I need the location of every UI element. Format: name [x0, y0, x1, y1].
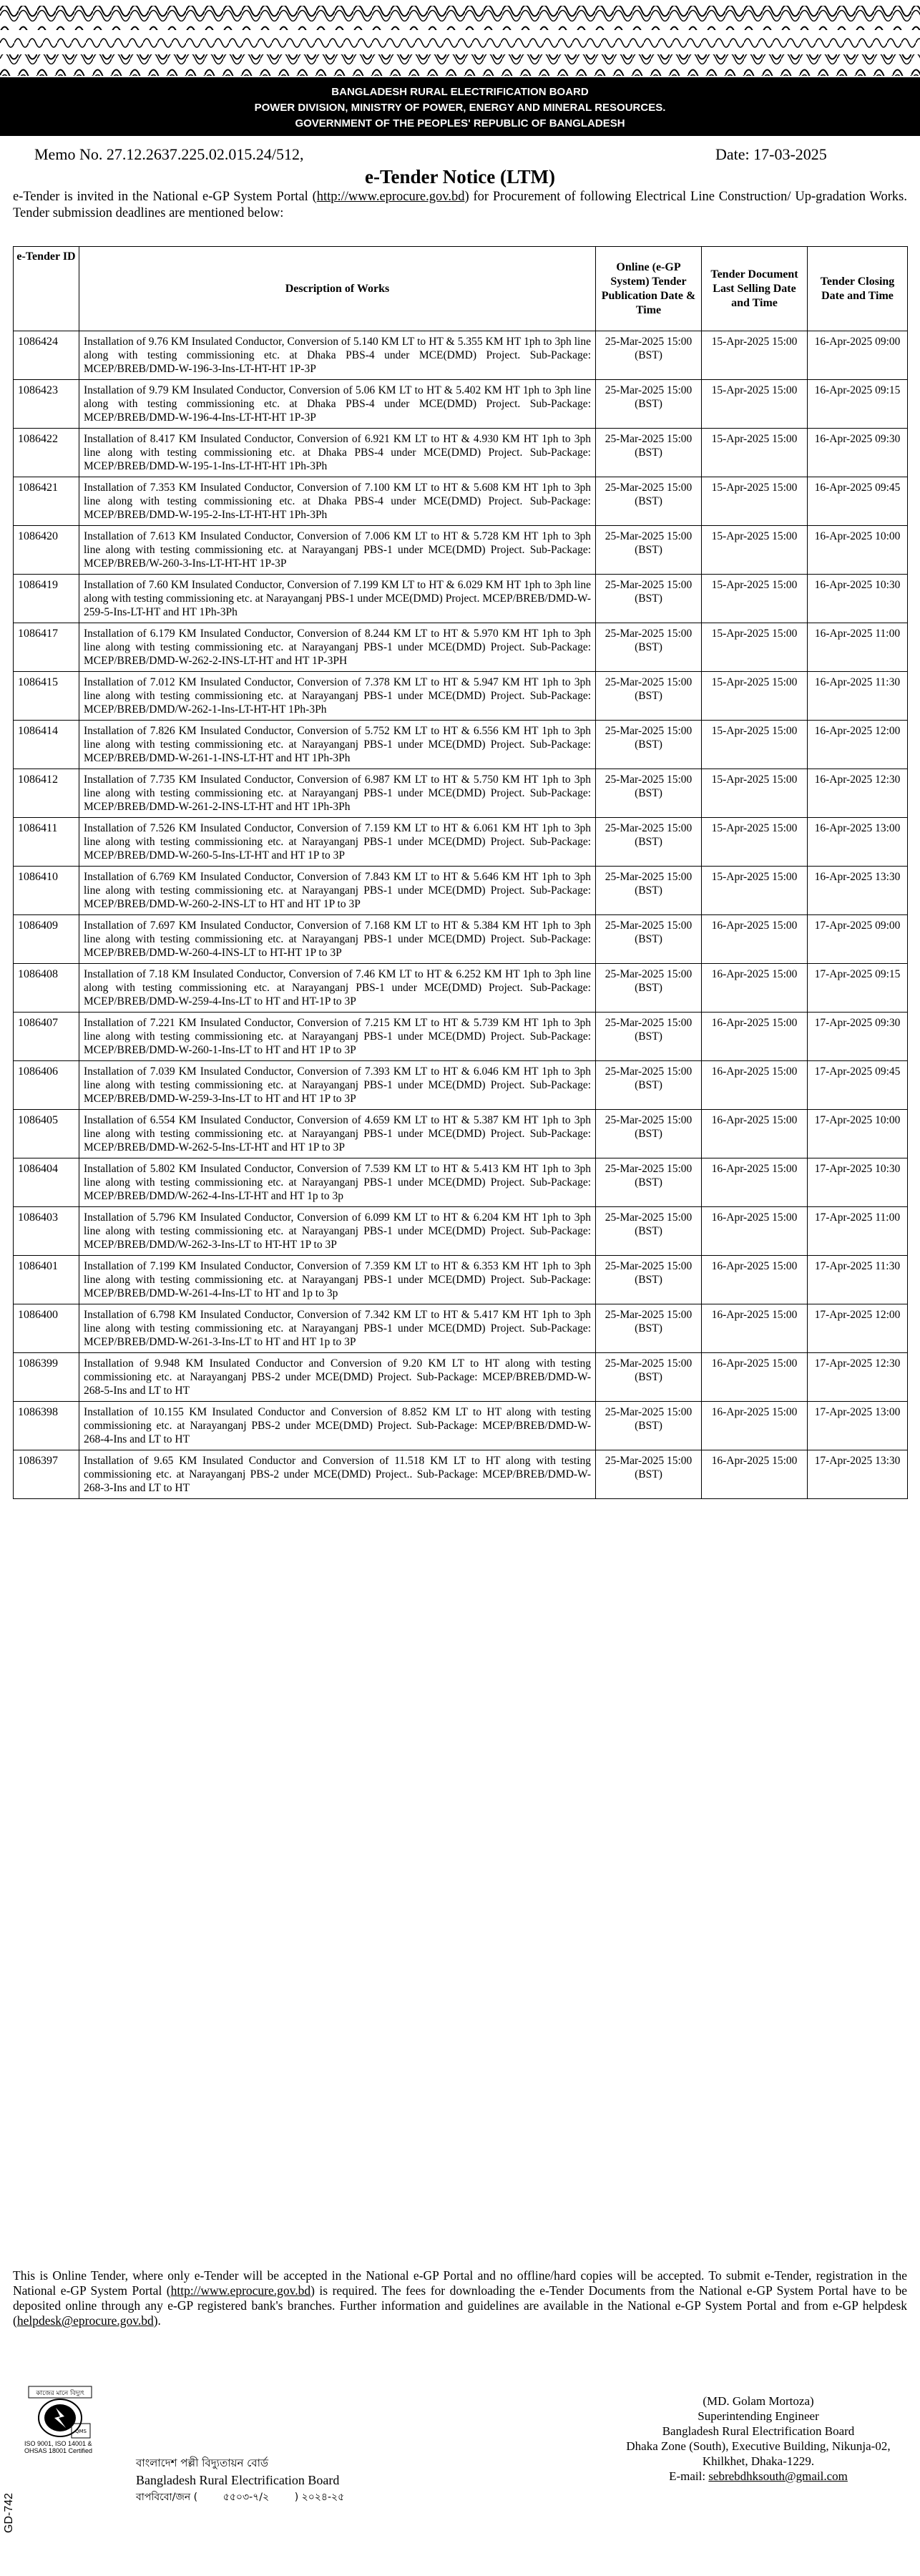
- description-cell: Installation of 8.417 KM Insulated Conductor, Conversion of 6.921 KM LT to HT & 4.930 KM HT 1ph to 3ph line along with testing commissioning etc. at Dhaka PBS-4 under MCE(DMD) Project. Sub-Package: MCEP/BREB/DMD-W-195-1-Ins-LT-HT-HT 1Ph-3Ph: [79, 429, 596, 477]
- last-selling-date-cell: 15-Apr-2025 15:00: [702, 623, 808, 672]
- tender-id-cell: 1086410: [14, 867, 79, 915]
- last-selling-date-cell: 15-Apr-2025 15:00: [702, 380, 808, 429]
- last-selling-date-cell: 15-Apr-2025 15:00: [702, 477, 808, 526]
- last-selling-date-cell: 15-Apr-2025 15:00: [702, 429, 808, 477]
- description-cell: Installation of 6.769 KM Insulated Conductor, Conversion of 7.843 KM LT to HT & 5.646 KM HT 1ph to 3ph line along with testing commissioning etc. at Narayanganj PBS-1 under MCE(DMD) Project. Sub-Package: MCEP/BREB/DMD-W-260-2-INS-LT to HT and HT 1P to 3P: [79, 867, 596, 915]
- last-selling-date-cell: 15-Apr-2025 15:00: [702, 769, 808, 818]
- description-cell: Installation of 7.221 KM Insulated Conductor, Conversion of 7.215 KM LT to HT & 5.739 KM HT 1ph to 3ph line along with testing commissioning etc. at Narayanganj PBS-1 under MCE(DMD) Project. Sub-Package: MCEP/BREB/DMD-W-260-1-Ins-LT to HT and HT 1P to 3P: [79, 1013, 596, 1061]
- description-cell: Installation of 7.735 KM Insulated Conductor, Conversion of 6.987 KM LT to HT & 5.750 KM HT 1ph to 3ph line along with testing commissioning etc. at Narayanganj PBS-1 under MCE(DMD) Project. Sub-Package: MCEP/BREB/DMD-W-261-2-INS-LT-HT and HT 1Ph-3Ph: [79, 769, 596, 818]
- description-cell: Installation of 10.155 KM Insulated Conductor and Conversion of 8.852 KM LT to HT along with testing commissioning etc. at Narayanganj PBS-2 under MCE(DMD) Project. Sub-Package: MCEP/BREB/DMD-W-268-4-Ins and LT to HT: [79, 1402, 596, 1450]
- table-row: [14, 1207, 908, 1256]
- tender-table: [13, 246, 908, 1499]
- publication-date-cell: 25-Mar-2025 15:00 (BST): [596, 721, 702, 769]
- table-row: [14, 429, 908, 477]
- description-cell: Installation of 7.18 KM Insulated Conductor, Conversion of 7.46 KM LT to HT & 6.252 KM HT 1ph to 3ph line along with testing commissioning etc. at Narayanganj PBS-1 under MCE(DMD) Project. Sub-Package: MCEP/BREB/DMD-W-259-4-Ins-LT to HT and HT-1P to 3P: [79, 964, 596, 1013]
- publication-date-cell: 25-Mar-2025 15:00 (BST): [596, 623, 702, 672]
- table-row: [14, 331, 908, 380]
- col-header-publication: Online (e-GP System) Tender Publication Date & Time: [596, 247, 702, 331]
- tender-id-cell: 1086415: [14, 672, 79, 721]
- closing-date-cell: 17-Apr-2025 11:00: [808, 1207, 908, 1256]
- publication-date-cell: 25-Mar-2025 15:00 (BST): [596, 380, 702, 429]
- last-selling-date-cell: 16-Apr-2025 15:00: [702, 915, 808, 964]
- banner-line-3: GOVERNMENT OF THE PEOPLES' REPUBLIC OF BANGLADESH: [295, 117, 625, 130]
- publication-date-cell: 25-Mar-2025 15:00 (BST): [596, 915, 702, 964]
- publication-date-cell: 25-Mar-2025 15:00 (BST): [596, 964, 702, 1013]
- table-row: [14, 1110, 908, 1158]
- description-cell: Installation of 7.353 KM Insulated Conductor, Conversion of 7.100 KM LT to HT & 5.608 KM HT 1ph to 3ph line along with testing commissioning etc. at Dhaka PBS-4 under MCE(DMD) Project. Sub-Package: MCEP/BREB/DMD-W-195-2-Ins-LT-HT-HT 1Ph-3Ph: [79, 477, 596, 526]
- last-selling-date-cell: 16-Apr-2025 15:00: [702, 1158, 808, 1207]
- tender-id-cell: 1086397: [14, 1450, 79, 1499]
- closing-date-cell: 17-Apr-2025 11:30: [808, 1256, 908, 1304]
- description-cell: Installation of 7.613 KM Insulated Conductor, Conversion of 7.006 KM LT to HT & 5.728 KM HT 1ph to 3ph line along with testing commissioning etc. at Narayanganj PBS-1 under MCE(DMD) Project. Sub-Package: MCEP/BREB/W-260-3-Ins-LT-HT-HT 1P-3P: [79, 526, 596, 575]
- col-header-description: Description of Works: [79, 247, 596, 331]
- footer-paragraph: [13, 2268, 907, 2328]
- tender-id-cell: 1086398: [14, 1402, 79, 1450]
- description-cell: Installation of 7.039 KM Insulated Conductor, Conversion of 7.393 KM LT to HT & 6.046 KM HT 1ph to 3ph line along with testing commissioning etc. at Narayanganj PBS-1 under MCE(DMD) Project. Sub-Package: MCEP/BREB/DMD-W-259-3-Ins-LT to HT and HT 1P to 3P: [79, 1061, 596, 1110]
- table-row: [14, 1402, 908, 1450]
- description-cell: Installation of 9.79 KM Insulated Conductor, Conversion of 5.06 KM LT to HT & 5.402 KM HT 1ph to 3ph line along with testing commissioning etc. at Dhaka PBS-4 under MCE(DMD) Project. Sub-Package: MCEP/BREB/DMD-W-196-4-Ins-LT-HT-HT 1P-3P: [79, 380, 596, 429]
- tender-id-cell: 1086400: [14, 1304, 79, 1353]
- last-selling-date-cell: 16-Apr-2025 15:00: [702, 1353, 808, 1402]
- ornamental-border: [0, 0, 920, 77]
- page-title: e-Tender Notice (LTM): [365, 166, 555, 187]
- org-name-bn: বাংলাদেশ পল্লী বিদ্যুতায়ন বোর্ড: [136, 2457, 268, 2469]
- tender-id-cell: 1086407: [14, 1013, 79, 1061]
- table-row: [14, 672, 908, 721]
- publication-date-cell: 25-Mar-2025 15:00 (BST): [596, 1158, 702, 1207]
- closing-date-cell: 17-Apr-2025 09:30: [808, 1013, 908, 1061]
- col-header-closing: Tender Closing Date and Time: [808, 247, 908, 331]
- footer-text-1: This is Online Tender, where only e-Tender will be accepted in the National e-GP Portal and no offline/hard copies will be accepted. To submit e-Tender, registration in the National e-GP System Portal (: [13, 2268, 907, 2298]
- last-selling-date-cell: 15-Apr-2025 15:00: [702, 818, 808, 867]
- publication-date-cell: 25-Mar-2025 15:00 (BST): [596, 331, 702, 380]
- description-cell: Installation of 6.554 KM Insulated Conductor, Conversion of 4.659 KM LT to HT & 5.387 KM HT 1ph to 3ph line along with testing commissioning etc. at Narayanganj PBS-1 under MCE(DMD) Project. Sub-Package: MCEP/BREB/DMD-W-262-5-Ins-LT-HT and HT 1P to 3P: [79, 1110, 596, 1158]
- table-row: [14, 1013, 908, 1061]
- tender-id-cell: 1086403: [14, 1207, 79, 1256]
- closing-date-cell: 16-Apr-2025 09:30: [808, 429, 908, 477]
- last-selling-date-cell: 15-Apr-2025 15:00: [702, 526, 808, 575]
- memo-number: Memo No. 27.12.2637.225.02.015.24/512,: [34, 145, 304, 163]
- closing-date-cell: 16-Apr-2025 11:00: [808, 623, 908, 672]
- last-selling-date-cell: 15-Apr-2025 15:00: [702, 672, 808, 721]
- publication-date-cell: 25-Mar-2025 15:00 (BST): [596, 1353, 702, 1402]
- tender-id-cell: 1086424: [14, 331, 79, 380]
- col-header-last-selling: Tender Document Last Selling Date and Time: [702, 247, 808, 331]
- svg-text:QMS: QMS: [75, 2429, 87, 2434]
- description-cell: Installation of 5.796 KM Insulated Conductor, Conversion of 6.099 KM LT to HT & 6.204 KM HT 1ph to 3ph line along with testing commissioning etc. at Narayanganj PBS-1 under MCE(DMD) Project. Sub-Package: MCEP/BREB/DMD/W-262-3-Ins-LT to HT-HT 1P to 3P: [79, 1207, 596, 1256]
- last-selling-date-cell: 16-Apr-2025 15:00: [702, 1061, 808, 1110]
- eprocure-link[interactable]: http://www.eprocure.gov.bd: [316, 190, 465, 204]
- publication-date-cell: 25-Mar-2025 15:00 (BST): [596, 1207, 702, 1256]
- closing-date-cell: 17-Apr-2025 13:00: [808, 1402, 908, 1450]
- helpdesk-email-link[interactable]: helpdesk@eprocure.gov.bd: [16, 2313, 154, 2328]
- tender-id-cell: 1086420: [14, 526, 79, 575]
- publication-date-cell: 25-Mar-2025 15:00 (BST): [596, 672, 702, 721]
- publication-date-cell: 25-Mar-2025 15:00 (BST): [596, 429, 702, 477]
- closing-date-cell: 17-Apr-2025 13:30: [808, 1450, 908, 1499]
- tender-id-cell: 1086409: [14, 915, 79, 964]
- table-row: [14, 526, 908, 575]
- tender-id-cell: 1086399: [14, 1353, 79, 1402]
- closing-date-cell: 16-Apr-2025 12:30: [808, 769, 908, 818]
- last-selling-date-cell: 16-Apr-2025 15:00: [702, 1402, 808, 1450]
- banner-line-2: POWER DIVISION, MINISTRY OF POWER, ENERGY AND MINERAL RESOURCES.: [254, 102, 666, 114]
- last-selling-date-cell: 15-Apr-2025 15:00: [702, 867, 808, 915]
- signature-block: [615, 2394, 901, 2484]
- col-header-id: e-Tender ID: [14, 247, 79, 331]
- description-cell: Installation of 7.012 KM Insulated Conductor, Conversion of 7.378 KM LT to HT & 5.947 KM HT 1ph to 3ph line along with testing commissioning etc. at Narayanganj PBS-1 under MCE(DMD) Project. Sub-Package: MCEP/BREB/DMD/W-262-1-Ins-LT-HT-HT 1Ph-3Ph: [79, 672, 596, 721]
- table-row: [14, 1158, 908, 1207]
- table-row: [14, 1450, 908, 1499]
- description-cell: Installation of 7.199 KM Insulated Conductor, Conversion of 7.359 KM LT to HT & 6.353 KM HT 1ph to 3ph line along with testing commissioning etc. at Narayanganj PBS-1 under MCE(DMD) Project. Sub-Package: MCEP/BREB/DMD-W-261-4-Ins-LT to HT and 1p to 3p: [79, 1256, 596, 1304]
- closing-date-cell: 16-Apr-2025 11:30: [808, 672, 908, 721]
- publication-date-cell: 25-Mar-2025 15:00 (BST): [596, 1013, 702, 1061]
- publication-date-cell: 25-Mar-2025 15:00 (BST): [596, 867, 702, 915]
- tender-id-cell: 1086423: [14, 380, 79, 429]
- closing-date-cell: 17-Apr-2025 10:00: [808, 1110, 908, 1158]
- publication-date-cell: 25-Mar-2025 15:00 (BST): [596, 1304, 702, 1353]
- tender-id-cell: 1086405: [14, 1110, 79, 1158]
- table-row: [14, 915, 908, 964]
- closing-date-cell: 16-Apr-2025 13:00: [808, 818, 908, 867]
- description-cell: Installation of 6.798 KM Insulated Conductor, Conversion of 7.342 KM LT to HT & 5.417 KM HT 1ph to 3ph line along with testing commissioning etc. at Narayanganj PBS-1 under MCE(DMD) Project. Sub-Package: MCEP/BREB/DMD-W-261-3-Ins-LT to HT and HT 1p to 3P: [79, 1304, 596, 1353]
- publication-date-cell: 25-Mar-2025 15:00 (BST): [596, 526, 702, 575]
- table-row: [14, 1353, 908, 1402]
- last-selling-date-cell: 15-Apr-2025 15:00: [702, 721, 808, 769]
- signatory-email-line: [615, 2469, 901, 2484]
- publication-date-cell: 25-Mar-2025 15:00 (BST): [596, 818, 702, 867]
- last-selling-date-cell: 15-Apr-2025 15:00: [702, 331, 808, 380]
- org-block: [136, 2454, 344, 2506]
- description-cell: Installation of 9.76 KM Insulated Conductor, Conversion of 5.140 KM LT to HT & 5.355 KM HT 1ph to 3ph line along with testing commissioning etc. at Dhaka PBS-4 under MCE(DMD) Project. Sub-Package: MCEP/BREB/DMD-W-196-3-Ins-LT-HT-HT 1P-3P: [79, 331, 596, 380]
- signatory-email-link[interactable]: sebrebdhksouth@gmail.com: [708, 2469, 848, 2483]
- table-row: [14, 623, 908, 672]
- signatory-title: Superintending Engineer: [698, 2409, 819, 2423]
- intro-paragraph: [13, 189, 907, 222]
- footer-text-2: ) is required. The fees for downloading the e-Tender Documents from the National e-GP System Portal have to be deposited online through any e-GP registered bank's branches. Further information and guidelines are available in the National e-GP System Portal and from e-GP helpdesk (: [13, 2283, 907, 2328]
- intro-text-after: ) for Procurement of following Electrical Line Construction/ Up-gradation Works. Tender submission deadlines are mentioned below:: [13, 190, 907, 220]
- organization-banner: [0, 77, 920, 136]
- closing-date-cell: 17-Apr-2025 10:30: [808, 1158, 908, 1207]
- signatory-address-1: Dhaka Zone (South), Executive Building, Nikunja-02,: [626, 2439, 891, 2453]
- table-row: [14, 575, 908, 623]
- tender-id-cell: 1086422: [14, 429, 79, 477]
- signatory-address-2: Khilkhet, Dhaka-1229.: [702, 2454, 815, 2468]
- closing-date-cell: 16-Apr-2025 09:15: [808, 380, 908, 429]
- email-label: E-mail:: [669, 2469, 709, 2483]
- tender-id-cell: 1086414: [14, 721, 79, 769]
- footer-text-3: ).: [153, 2313, 161, 2328]
- closing-date-cell: 16-Apr-2025 13:30: [808, 867, 908, 915]
- table-row: [14, 769, 908, 818]
- description-cell: Installation of 7.697 KM Insulated Conductor, Conversion of 7.168 KM LT to HT & 5.384 KM HT 1ph to 3ph line along with testing commissioning etc. at Narayanganj PBS-1 under MCE(DMD) Project. Sub-Package: MCEP/BREB/DMD-W-260-4-INS-LT to HT-HT 1P to 3P: [79, 915, 596, 964]
- description-cell: Installation of 7.526 KM Insulated Conductor, Conversion of 7.159 KM LT to HT & 6.061 KM HT 1ph to 3ph line along with testing commissioning etc. at Narayanganj PBS-1 under MCE(DMD) Project. Sub-Package: MCEP/BREB/DMD-W-260-5-Ins-LT-HT and HT 1P to 3P: [79, 818, 596, 867]
- table-row: [14, 477, 908, 526]
- org-reference: বাপবিবো/জন ( ৫৫০৩-৭/২ ) ২০২৪-২৫: [136, 2492, 345, 2503]
- last-selling-date-cell: 16-Apr-2025 15:00: [702, 1013, 808, 1061]
- publication-date-cell: 25-Mar-2025 15:00 (BST): [596, 769, 702, 818]
- table-row: [14, 1256, 908, 1304]
- closing-date-cell: 17-Apr-2025 12:00: [808, 1304, 908, 1353]
- closing-date-cell: 17-Apr-2025 09:15: [808, 964, 908, 1013]
- tender-id-cell: 1086404: [14, 1158, 79, 1207]
- description-cell: Installation of 6.179 KM Insulated Conductor, Conversion of 8.244 KM LT to HT & 5.970 KM HT 1ph to 3ph line along with testing commissioning etc. at Narayanganj PBS-1 under MCE(DMD) Project. Sub-Package: MCEP/BREB/DMD-W-262-2-INS-LT-HT and HT 1P-3PH: [79, 623, 596, 672]
- publication-date-cell: 25-Mar-2025 15:00 (BST): [596, 1402, 702, 1450]
- closing-date-cell: 17-Apr-2025 09:00: [808, 915, 908, 964]
- last-selling-date-cell: 16-Apr-2025 15:00: [702, 1110, 808, 1158]
- publication-date-cell: 25-Mar-2025 15:00 (BST): [596, 477, 702, 526]
- iso-certification: ISO 9001, ISO 14001 & OHSAS 18001 Certified: [24, 2440, 93, 2454]
- table-row: [14, 1304, 908, 1353]
- description-cell: Installation of 7.60 KM Insulated Conductor, Conversion of 7.199 KM LT to HT & 6.029 KM HT 1ph to 3ph line along with testing commissioning etc. at Narayanganj PBS-1 under MCE(DMD) Project. MCEP/BREB/DMD-W-259-5-Ins-LT-HT and HT 1Ph-3Ph: [79, 575, 596, 623]
- tender-id-cell: 1086419: [14, 575, 79, 623]
- last-selling-date-cell: 16-Apr-2025 15:00: [702, 964, 808, 1013]
- org-name-en: Bangladesh Rural Electrification Board: [136, 2473, 340, 2487]
- signatory-org: Bangladesh Rural Electrification Board: [662, 2424, 855, 2438]
- notice-date: Date: 17-03-2025: [715, 145, 827, 163]
- closing-date-cell: 16-Apr-2025 12:00: [808, 721, 908, 769]
- description-cell: Installation of 9.948 KM Insulated Conductor and Conversion of 9.20 KM LT to HT along with testing commissioning etc. at Narayanganj PBS-2 under MCE(DMD) Project. Sub-Package: MCEP/BREB/DMD-W-268-5-Ins and LT to HT: [79, 1353, 596, 1402]
- table-row: [14, 721, 908, 769]
- footer-eprocure-link[interactable]: http://www.eprocure.gov.bd: [170, 2283, 311, 2298]
- publication-date-cell: 25-Mar-2025 15:00 (BST): [596, 1061, 702, 1110]
- tender-id-cell: 1086408: [14, 964, 79, 1013]
- tender-id-cell: 1086411: [14, 818, 79, 867]
- publication-date-cell: 25-Mar-2025 15:00 (BST): [596, 1450, 702, 1499]
- publication-date-cell: 25-Mar-2025 15:00 (BST): [596, 575, 702, 623]
- tender-id-cell: 1086417: [14, 623, 79, 672]
- last-selling-date-cell: 16-Apr-2025 15:00: [702, 1207, 808, 1256]
- table-row: [14, 1061, 908, 1110]
- tender-id-cell: 1086421: [14, 477, 79, 526]
- table-row: [14, 964, 908, 1013]
- signatory-name: (MD. Golam Mortoza): [703, 2394, 814, 2408]
- table-row: [14, 867, 908, 915]
- logo-motto: কাজের মানে বিদ্যুৎ: [36, 2390, 84, 2397]
- publication-date-cell: 25-Mar-2025 15:00 (BST): [596, 1256, 702, 1304]
- closing-date-cell: 16-Apr-2025 09:00: [808, 331, 908, 380]
- description-cell: Installation of 7.826 KM Insulated Conductor, Conversion of 5.752 KM LT to HT & 6.556 KM HT 1ph to 3ph line along with testing commissioning etc. at Narayanganj PBS-1 under MCE(DMD) Project. Sub-Package: MCEP/BREB/DMD-W-261-1-INS-LT-HT and HT 1Ph-3Ph: [79, 721, 596, 769]
- closing-date-cell: 16-Apr-2025 10:30: [808, 575, 908, 623]
- breb-logo: [27, 2385, 93, 2439]
- description-cell: Installation of 9.65 KM Insulated Conductor and Conversion of 11.518 KM LT to HT along with testing commissioning etc. at Narayanganj PBS-2 under MCE(DMD) Project.. Sub-Package: MCEP/BREB/DMD-W-268-3-Ins and LT to HT: [79, 1450, 596, 1499]
- last-selling-date-cell: 16-Apr-2025 15:00: [702, 1256, 808, 1304]
- table-row: [14, 818, 908, 867]
- closing-date-cell: 17-Apr-2025 12:30: [808, 1353, 908, 1402]
- closing-date-cell: 16-Apr-2025 10:00: [808, 526, 908, 575]
- table-row: [14, 380, 908, 429]
- last-selling-date-cell: 15-Apr-2025 15:00: [702, 575, 808, 623]
- last-selling-date-cell: 16-Apr-2025 15:00: [702, 1304, 808, 1353]
- gd-code: GD-742: [3, 2492, 15, 2533]
- closing-date-cell: 17-Apr-2025 09:45: [808, 1061, 908, 1110]
- tender-id-cell: 1086406: [14, 1061, 79, 1110]
- closing-date-cell: 16-Apr-2025 09:45: [808, 477, 908, 526]
- description-cell: Installation of 5.802 KM Insulated Conductor, Conversion of 7.539 KM LT to HT & 5.413 KM HT 1ph to 3ph line along with testing commissioning etc. at Narayanganj PBS-1 under MCE(DMD) Project. Sub-Package: MCEP/BREB/DMD/W-262-4-Ins-LT-HT and HT 1p to 3p: [79, 1158, 596, 1207]
- table-header-row: [14, 247, 908, 331]
- banner-line-1: BANGLADESH RURAL ELECTRIFICATION BOARD: [331, 86, 589, 98]
- last-selling-date-cell: 16-Apr-2025 15:00: [702, 1450, 808, 1499]
- publication-date-cell: 25-Mar-2025 15:00 (BST): [596, 1110, 702, 1158]
- intro-text-before: e-Tender is invited in the National e-GP System Portal (: [13, 190, 317, 204]
- tender-table-body: [14, 331, 908, 1499]
- tender-id-cell: 1086401: [14, 1256, 79, 1304]
- tender-id-cell: 1086412: [14, 769, 79, 818]
